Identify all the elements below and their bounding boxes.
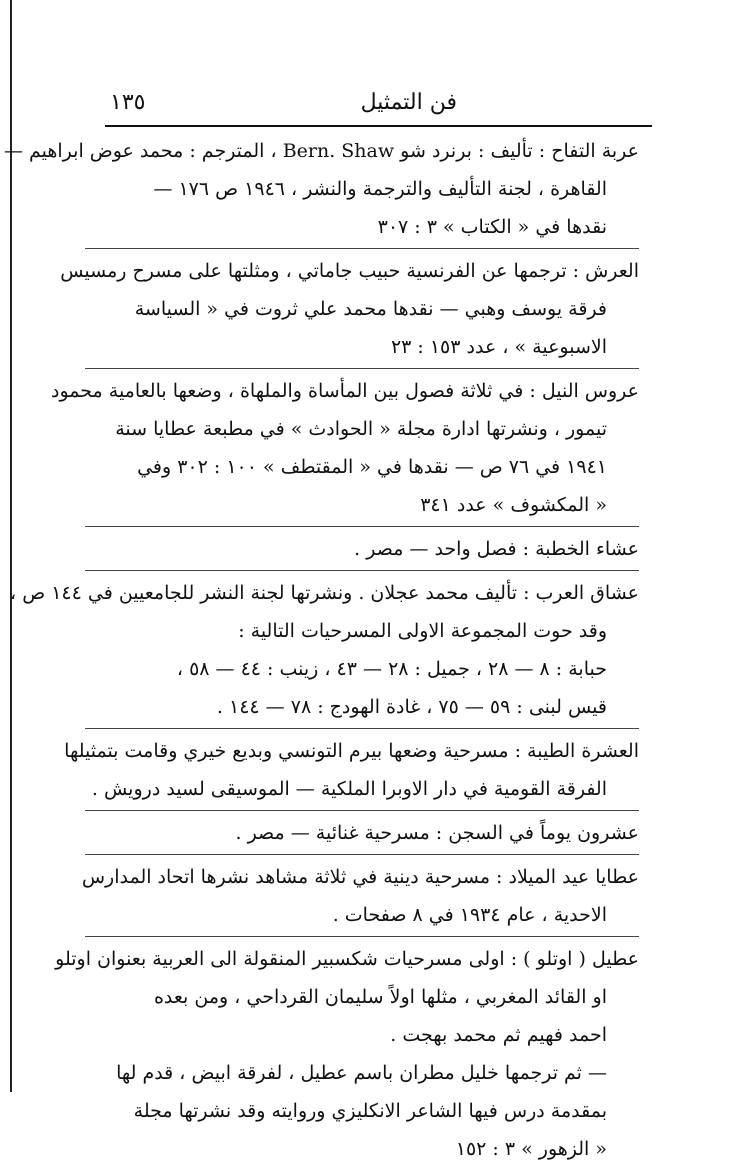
entry-line: « الزهور » ٣ : ١٥٢	[455, 1138, 607, 1160]
glossary-entry	[51, 372, 639, 524]
entry-separator	[85, 936, 639, 937]
entry-separator	[85, 248, 639, 249]
glossary-entry	[85, 814, 639, 852]
entry-line: ١٩٤١ في ٧٦ ص — نقدها في « المقتطف » ١٠٠ : ٣٠٢ وفي	[137, 456, 607, 478]
entry-list	[3, 132, 639, 1168]
entry-line: نقدها في « الكتاب » ٣ : ٣٠٧	[377, 216, 607, 238]
header-rule	[105, 125, 652, 127]
page-number: ١٣٥	[110, 90, 146, 115]
entry-separator	[85, 810, 639, 811]
running-title: فن التمثيل	[360, 90, 457, 115]
glossary-entry	[64, 732, 639, 808]
entry-line: عشاء الخطبة : فصل واحد — مصر .	[354, 538, 639, 560]
glossary-entry	[3, 132, 639, 246]
entry-separator	[85, 854, 639, 855]
entry-line: حبابة : ٨ — ٢٨ ، جميل : ٢٨ — ٤٣ ، زينب : ٤٤ — ٥٨ ،	[176, 658, 607, 680]
entry-line: بمقدمة درس فيها الشاعر الانكليزي وروايته وقد نشرتها مجلة	[133, 1100, 607, 1122]
entry-line: عطايا عيد الميلاد : مسرحية دينية في ثلاثة مشاهد نشرها اتحاد المدارس	[81, 866, 639, 888]
entry-separator	[85, 526, 639, 527]
entry-line: العشرة الطيبة : مسرحية وضعها بيرم التونسي وبديع خيري وقامت بتمثيلها	[64, 740, 639, 762]
entry-line: — ثم ترجمها خليل مطران باسم عطيل ، لفرقة ابيض ، قدم لها	[116, 1062, 607, 1084]
entry-line: الفرقة القومية في دار الاوبرا الملكية — الموسيقى لسيد درويش .	[91, 778, 607, 800]
glossary-entry	[55, 940, 639, 1168]
entry-line: وقد حوت المجموعة الاولى المسرحيات التالية :	[238, 620, 607, 642]
entry-line: عشرون يوماً في السجن : مسرحية غنائية — مصر .	[235, 822, 639, 844]
entry-line: القاهرة ، لجنة التأليف والترجمة والنشر ، ١٩٤٦ ص ١٧٦ —	[153, 178, 607, 200]
entry-line: الاحدية ، عام ١٩٣٤ في ٨ صفحات .	[332, 904, 607, 926]
entry-line: « المكشوف » عدد ٣٤١	[420, 494, 607, 516]
entry-line: فرقة يوسف وهبي — نقدها محمد علي ثروت في « السياسة	[134, 298, 607, 320]
entry-line: عشاق العرب : تأليف محمد عجلان . ونشرتها لجنة النشر للجامعيين في ١٤٤ ص ،	[10, 582, 639, 604]
entry-line: تيمور ، ونشرتها ادارة مجلة « الحوادث » في مطبعة عطايا سنة	[115, 418, 607, 440]
glossary-entry	[60, 252, 639, 366]
entry-line: او القائد المغربي ، مثلها اولاً سليمان القرداحي ، ومن بعده	[153, 986, 607, 1008]
entry-line: عربة التفاح : تأليف : برنرد شو Bern. Shaw ، المترجم : محمد عوض ابراهيم —	[3, 140, 639, 162]
entry-line: العرش : ترجمها عن الفرنسية حبيب جاماتي ، ومثلتها على مسرح رمسيس	[60, 260, 639, 282]
entry-line: احمد فهيم ثم محمد بهجت .	[390, 1024, 607, 1046]
entry-separator	[85, 728, 639, 729]
entry-line: عطيل ( اوتلو ) : اولى مسرحيات شكسبير المنقولة الى العربية بعنوان اوتلو	[55, 948, 639, 970]
glossary-entry	[10, 574, 639, 726]
entry-separator	[85, 368, 639, 369]
entry-line: الاسبوعية » ، عدد ١٥٣ : ٢٣	[390, 336, 607, 358]
entry-line: عروس النيل : في ثلاثة فصول بين المأساة والملهاة ، وضعها بالعامية محمود	[51, 380, 639, 402]
entry-line: قيس لبنى : ٥٩ — ٧٥ ، غادة الهودج : ٧٨ — ١٤٤ .	[216, 696, 607, 718]
glossary-entry	[81, 858, 639, 934]
running-header	[110, 90, 647, 126]
entry-separator	[85, 570, 639, 571]
glossary-entry	[85, 530, 639, 568]
